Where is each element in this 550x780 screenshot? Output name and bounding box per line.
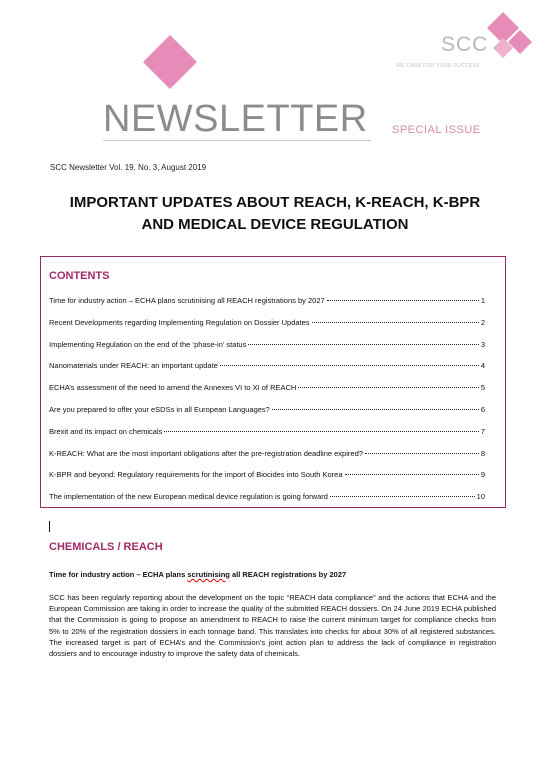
- toc-entry[interactable]: [49, 405, 485, 427]
- toc-leader: [365, 453, 479, 454]
- toc-entry-page: 9: [480, 470, 485, 480]
- toc-entry-title: Time for industry action – ECHA plans scrutinising all REACH registrations by 2027: [49, 296, 325, 305]
- main-title-line-2: AND MEDICAL DEVICE REGULATION: [141, 216, 409, 233]
- toc-entry-page: 3: [480, 339, 485, 349]
- toc-entry[interactable]: [49, 449, 485, 471]
- toc-leader: [327, 300, 479, 301]
- text-cursor: [49, 521, 50, 532]
- toc-leader: [345, 474, 479, 475]
- logo-wordmark: SCC: [441, 33, 489, 56]
- toc-entry-title: The implementation of the new European medical device regulation is going forward: [49, 492, 328, 502]
- toc-entry-page: 4: [480, 361, 485, 371]
- toc-leader: [220, 365, 479, 366]
- article-title-part: all REACH registrations by 2027: [229, 570, 347, 579]
- toc-leader: [248, 344, 478, 345]
- toc-entry[interactable]: [49, 470, 485, 492]
- toc-entry-title: Are you prepared to offer your eSDSs in all European Languages?: [49, 404, 270, 414]
- contents-heading: CONTENTS: [49, 270, 110, 282]
- masthead-title: NEWSLETTER: [103, 98, 368, 140]
- toc-entry-title: K-BPR and beyond: Regulatory requirements for the import of Biocides into South Korea: [49, 470, 343, 480]
- toc-leader: [272, 409, 479, 410]
- article-title-part: Time for industry action – ECHA plans: [49, 570, 188, 579]
- main-title-line-1: IMPORTANT UPDATES ABOUT REACH, K-REACH, K-BPR: [69, 194, 481, 211]
- table-of-contents: [49, 296, 485, 514]
- toc-entry[interactable]: [49, 383, 485, 405]
- toc-leader: [312, 322, 479, 323]
- article-body: SCC has been regularly reporting about the development on the topic “REACH data compliance” and the actions that ECHA and the European Commission are taking in order to increase the quality of the submitted REACH dossiers. On 24 June 2019 ECHA published that the Commission is going to propose an amendment to REACH to raise the current minimum target for compliance checks from 5% to 20% of the registration dossiers in each tonnage band. This translates into checks for about 30% of all registered substances. The increased target is part of ECHA’s and the Commission’s joint action plan to address the lack of compliance in registration dossiers and to encourage industry to improve the safety data of chemicals.: [49, 593, 496, 659]
- toc-entry-title: Nanomaterials under REACH: an important update: [49, 361, 218, 371]
- issue-info: SCC Newsletter Vol. 19, No. 3, August 2019: [50, 163, 207, 172]
- toc-entry-title: Implementing Regulation on the end of the ‘phase-in’ status: [49, 339, 247, 349]
- section-heading: CHEMICALS / REACH: [49, 541, 163, 553]
- masthead-rule: [103, 140, 371, 141]
- misspelled-word: scrutinising: [187, 570, 230, 579]
- toc-entry[interactable]: [49, 427, 485, 449]
- article-title: [49, 570, 346, 579]
- logo-tagline: WE CARE FOR YOUR SUCCESS: [396, 63, 480, 69]
- toc-entry-title: ECHA’s assessment of the need to amend the Annexes VI to XI of REACH: [49, 383, 297, 393]
- large-pink-diamond: [143, 35, 197, 89]
- toc-entry-page: 7: [480, 426, 485, 436]
- toc-entry[interactable]: [49, 340, 485, 362]
- toc-leader: [298, 387, 478, 388]
- toc-entry-page: 6: [480, 404, 485, 414]
- toc-entry-page: 5: [480, 383, 485, 393]
- toc-entry[interactable]: [49, 296, 485, 318]
- toc-entry[interactable]: [49, 318, 485, 340]
- special-issue-label: SPECIAL ISSUE: [392, 124, 481, 136]
- toc-leader: [330, 496, 475, 497]
- toc-entry-title: K-REACH: What are the most important obligations after the pre-registration deadline expired?: [49, 448, 363, 458]
- toc-entry-page: 8: [480, 448, 485, 458]
- toc-leader: [164, 431, 478, 432]
- main-title: [40, 192, 510, 236]
- toc-entry[interactable]: [49, 361, 485, 383]
- toc-entry-title: Brexit and its impact on chemicals: [49, 426, 163, 436]
- toc-entry-page: 10: [476, 492, 485, 502]
- toc-entry-page: 2: [480, 317, 485, 327]
- toc-entry[interactable]: [49, 492, 485, 514]
- toc-entry-page: 1: [480, 296, 485, 305]
- toc-entry-title: Recent Developments regarding Implementing Regulation on Dossier Updates: [49, 317, 310, 327]
